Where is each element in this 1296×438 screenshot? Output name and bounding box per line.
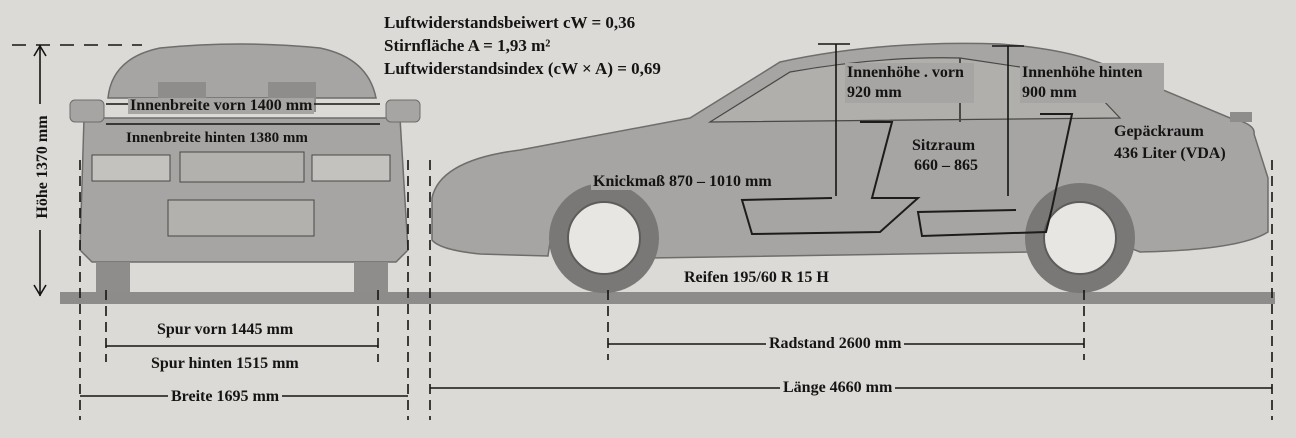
rear-rim [1044, 202, 1116, 274]
aero-area-text: Stirnfläche A = 1,93 m² [384, 36, 551, 55]
tyres-label: Reifen 195/60 R 15 H [684, 269, 829, 286]
headroom-front-label: Innenhöhe . vorn 920 mm [845, 63, 974, 103]
air-intake [168, 200, 314, 236]
width-dimension-label: Breite 1695 mm [168, 389, 282, 405]
wheelbase-label: Radstand 2600 mm [766, 336, 904, 352]
front-wheel-left [96, 262, 130, 292]
inner-width-rear-label: Innenbreite hinten 1380 mm [126, 130, 308, 146]
headlight-right [312, 155, 390, 181]
mirror-left-icon [70, 100, 104, 122]
mirror-right-icon [386, 100, 420, 122]
front-grille [180, 152, 304, 182]
ground-line [60, 292, 1275, 304]
headlight-left [92, 155, 170, 181]
inner-width-front-label: Innenbreite vorn 1400 mm [130, 97, 313, 114]
front-view-car [70, 44, 420, 292]
length-label: Länge 4660 mm [780, 380, 895, 396]
track-front-label: Spur vorn 1445 mm [154, 322, 296, 338]
front-rim [568, 202, 640, 274]
track-rear-label: Spur hinten 1515 mm [148, 356, 302, 372]
luggage-title: Gepäckraum [1114, 123, 1204, 140]
height-dimension-label: Höhe 1370 mm [34, 104, 52, 230]
aero-cw-text: Luftwiderstandsbeiwert cW = 0,36 [384, 13, 636, 32]
knee-room-label: Knickmaß 870 – 1010 mm [593, 173, 772, 190]
aero-index-text: Luftwiderstandsindex (cW × A) = 0,69 [384, 59, 661, 78]
luggage-volume: 436 Liter (VDA) [1114, 145, 1226, 162]
headroom-rear-label: Innenhöhe hinten 900 mm [1020, 63, 1164, 103]
front-roof [108, 44, 376, 98]
front-wheel-right [354, 262, 388, 292]
rear-wing [1230, 112, 1252, 122]
seat-space-range: 660 – 865 [914, 157, 978, 174]
seat-space-title: Sitzraum [912, 137, 976, 154]
